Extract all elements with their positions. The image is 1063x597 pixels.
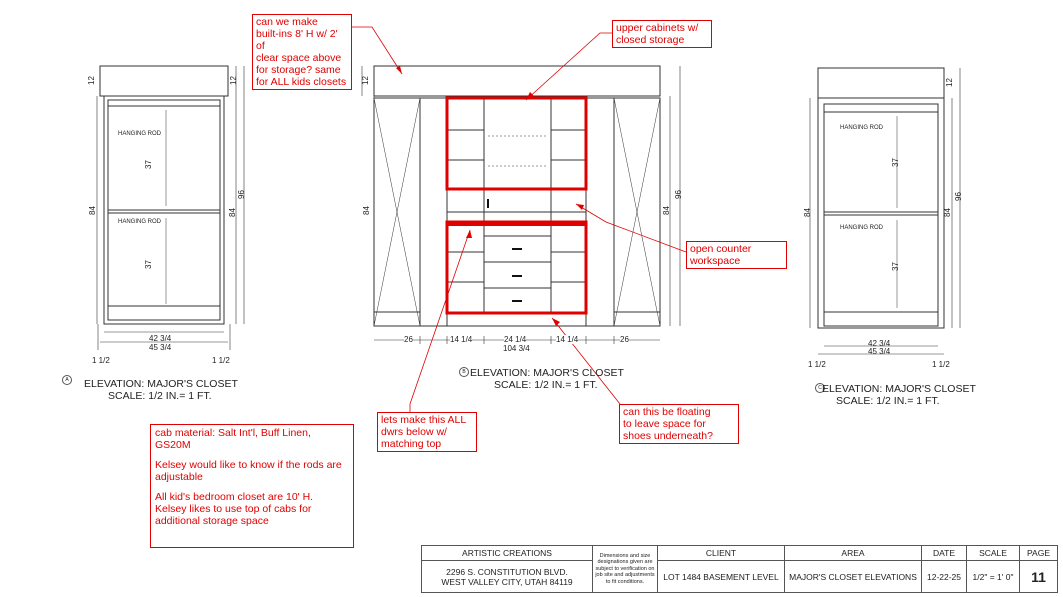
scale-label: SCALE bbox=[967, 546, 1019, 561]
elev-b-width-3: 24 1/4 bbox=[504, 335, 527, 344]
comment-line: Kelsey would like to know if the rods are bbox=[155, 459, 342, 471]
elev-b-dim-right: 84 bbox=[661, 206, 671, 215]
elev-a-scale: SCALE: 1/2 IN.= 1 FT. bbox=[108, 390, 212, 402]
elev-b-width-2: 14 1/4 bbox=[450, 335, 473, 344]
title-block-date bbox=[922, 546, 967, 592]
title-block-client bbox=[658, 546, 785, 592]
markup-arrowheads bbox=[396, 66, 584, 326]
elev-c-width-outer: 45 3/4 bbox=[868, 347, 891, 356]
comment-spacer bbox=[155, 483, 349, 491]
comment-line: can this be floating bbox=[623, 406, 711, 418]
elev-c-dim-overall: 96 bbox=[953, 192, 963, 201]
elev-c-marker: C bbox=[815, 383, 825, 393]
elev-a-offset-left: 1 1/2 bbox=[92, 356, 110, 365]
area-value: MAJOR'S CLOSET ELEVATIONS bbox=[789, 571, 917, 582]
elev-a-marker: A bbox=[62, 375, 72, 385]
area-label: AREA bbox=[785, 546, 921, 561]
elev-a-dim-left: 84 bbox=[87, 206, 97, 215]
comment-line: dwrs below w/ bbox=[381, 426, 447, 438]
title-block-page bbox=[1020, 546, 1057, 592]
elev-c-dim-left: 84 bbox=[802, 208, 812, 217]
comment-line: can we make bbox=[256, 16, 318, 28]
comment-line: cab material: Salt Int'l, Buff Linen, bbox=[155, 427, 311, 439]
elevation-b-linework bbox=[362, 66, 680, 344]
elev-a-rod-1: HANGING ROD bbox=[118, 131, 162, 137]
comment-notes[interactable] bbox=[150, 424, 354, 548]
elev-a-dim-upper: 37 bbox=[143, 160, 153, 169]
comment-line: adjustable bbox=[155, 471, 203, 483]
comment-line: for ALL kids closets bbox=[256, 76, 347, 88]
title-block-disclaimer bbox=[593, 546, 658, 592]
comment-line: clear space above bbox=[256, 52, 342, 64]
comment-line: additional storage space bbox=[155, 515, 269, 527]
comment-line: lets make this ALL bbox=[381, 414, 467, 426]
page-number: 11 bbox=[1031, 568, 1046, 585]
elev-a-dim-top: 12 bbox=[86, 76, 96, 85]
comment-drawers[interactable] bbox=[377, 412, 477, 452]
comment-line: Kelsey likes to use top of cabs for bbox=[155, 503, 312, 515]
elevation-a-linework bbox=[97, 66, 244, 350]
scale-value: 1/2" = 1' 0" bbox=[972, 571, 1014, 582]
title-block-scale bbox=[967, 546, 1020, 592]
elev-b-width-total: 104 3/4 bbox=[503, 344, 530, 353]
date-value: 12-22-25 bbox=[926, 571, 962, 582]
elev-b-width-4: 14 1/4 bbox=[556, 335, 579, 344]
elev-b-marker: B bbox=[459, 367, 469, 377]
page-label: PAGE bbox=[1020, 546, 1057, 561]
comment-line: to leave space for bbox=[623, 418, 706, 430]
elev-c-title: ELEVATION: MAJOR'S CLOSET bbox=[822, 383, 976, 395]
comment-spacer bbox=[155, 451, 349, 459]
comment-open-counter[interactable] bbox=[686, 241, 787, 269]
elev-a-rod-2: HANGING ROD bbox=[118, 219, 162, 225]
comment-line: matching top bbox=[381, 438, 442, 450]
drawer-pulls bbox=[487, 199, 522, 302]
elev-a-dim-right: 84 bbox=[227, 208, 237, 217]
comment-line: workspace bbox=[690, 255, 741, 267]
elev-b-scale: SCALE: 1/2 IN.= 1 FT. bbox=[494, 379, 598, 391]
markup-shapes bbox=[352, 27, 686, 414]
company-name: ARTISTIC CREATIONS bbox=[422, 546, 592, 561]
elev-c-offset-right: 1 1/2 bbox=[932, 360, 950, 369]
elev-c-dim-top-right: 12 bbox=[944, 78, 954, 87]
comment-line: for storage? same bbox=[256, 64, 341, 76]
elev-c-scale: SCALE: 1/2 IN.= 1 FT. bbox=[836, 395, 940, 407]
title-block-area bbox=[785, 546, 922, 592]
comment-builtins[interactable] bbox=[252, 14, 352, 90]
elev-b-dim-overall: 96 bbox=[673, 190, 683, 199]
title-block bbox=[421, 545, 1058, 593]
title-block-company bbox=[422, 546, 593, 592]
client-label: CLIENT bbox=[658, 546, 784, 561]
comment-floating[interactable] bbox=[619, 404, 739, 444]
elev-c-offset-left: 1 1/2 bbox=[808, 360, 826, 369]
elev-a-dim-overall: 96 bbox=[236, 190, 246, 199]
elev-c-dim-upper: 37 bbox=[890, 158, 900, 167]
elev-c-width-inner: 42 3/4 bbox=[868, 339, 891, 348]
elev-a-width-inner: 42 3/4 bbox=[149, 334, 172, 343]
elev-b-title: ELEVATION: MAJOR'S CLOSET bbox=[470, 367, 624, 379]
comment-upper-cabinets[interactable] bbox=[612, 20, 712, 48]
elev-a-dim-lower: 37 bbox=[143, 260, 153, 269]
address-line-2: WEST VALLEY CITY, UTAH 84119 bbox=[441, 576, 573, 587]
client-value: LOT 1484 BASEMENT LEVEL bbox=[663, 571, 779, 582]
elev-b-width-1: 26 bbox=[404, 335, 413, 344]
comment-line: All kid's bedroom closet are 10' H. bbox=[155, 491, 314, 503]
elev-c-dim-lower: 37 bbox=[890, 262, 900, 271]
elev-b-dim-left: 84 bbox=[361, 206, 371, 215]
comment-line: closed storage bbox=[616, 34, 685, 46]
elev-b-width-5: 26 bbox=[620, 335, 629, 344]
comment-line: shoes underneath? bbox=[623, 430, 713, 442]
date-label: DATE bbox=[922, 546, 966, 561]
elev-c-rod-1: HANGING ROD bbox=[840, 125, 884, 131]
disclaimer-text: Dimensions and size designations given are subject to verification on job site and adjustments to fit conditions. bbox=[595, 552, 655, 585]
elev-a-offset-right: 1 1/2 bbox=[212, 356, 230, 365]
elev-c-rod-2: HANGING ROD bbox=[840, 225, 884, 231]
elevation-c-linework bbox=[810, 68, 960, 354]
comment-line: GS20M bbox=[155, 439, 191, 451]
elev-a-dim-top-right: 12 bbox=[228, 76, 238, 85]
elev-b-dim-top: 12 bbox=[360, 76, 370, 85]
address-line-1: 2296 S. CONSTITUTION BLVD. bbox=[446, 566, 568, 577]
comment-line: open counter bbox=[690, 243, 752, 255]
elev-a-width-outer: 45 3/4 bbox=[149, 343, 172, 352]
comment-line: built-ins 8' H w/ 2' of bbox=[256, 28, 338, 52]
elev-c-dim-right: 84 bbox=[942, 208, 952, 217]
elev-a-title: ELEVATION: MAJOR'S CLOSET bbox=[84, 378, 238, 390]
comment-line: upper cabinets w/ bbox=[616, 22, 699, 34]
